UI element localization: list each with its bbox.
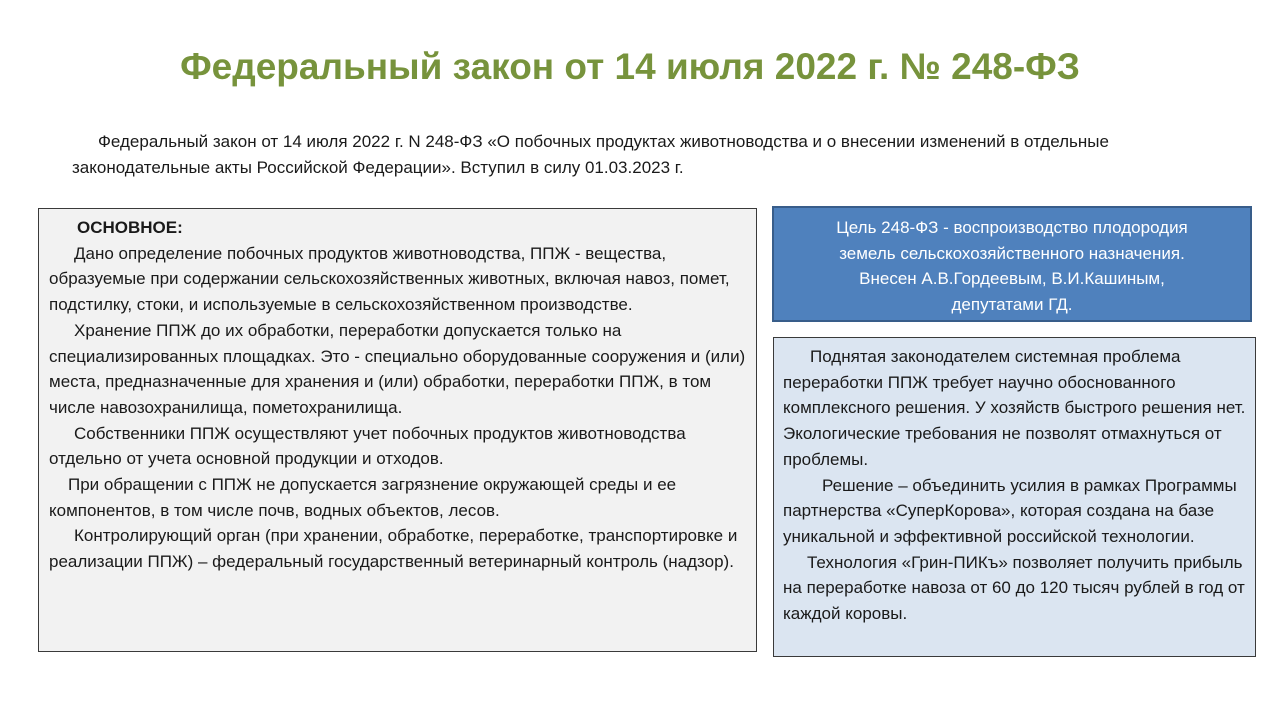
main-point-accounting: Собственники ППЖ осуществляют учет побочных продуктов животноводства отдельно от учета основной продукции и отходов. (49, 423, 686, 469)
goal-line: Внесен А.В.Гордеевым, В.И.Кашиным, (859, 269, 1165, 288)
main-points-box (38, 208, 757, 652)
slide-title: Федеральный закон от 14 июля 2022 г. № 248-ФЗ (180, 46, 1080, 87)
goal-line: депутатами ГД. (951, 294, 1073, 314)
intro-text: Федеральный закон от 14 июля 2022 г. N 248-ФЗ «О побочных продуктах животноводства и о внесении изменений в отдельные законодательные акты Российской Федерации». Вступил в силу 01.03.2023 г. (72, 132, 1109, 177)
main-point-definition: Дано определение побочных продуктов животноводства, ППЖ - вещества, образуемые при содержании сельскохозяйственных животных, включая навоз, помет, подстилку, стоки, и используемые в сельскохозяйственном производстве. (49, 243, 730, 315)
problem-box (773, 337, 1256, 657)
main-point-storage: Хранение ППЖ до их обработки, переработки допускается только на специализированных площадках. Это - специально оборудованные сооружения и (или) места, предназначенные для хранения и (или) обработки, переработки ППЖ, в том числе навозохранилища, пометохранилища. (49, 320, 746, 417)
main-point-pollution: При обращении с ППЖ не допускается загрязнение окружающей среды и ее компонентов, в том числе почв, водных объектов, лесов. (49, 475, 677, 520)
goal-line: Цель 248-ФЗ - воспроизводство плодородия (836, 218, 1188, 237)
solution-paragraph: Решение – объединить усилия в рамках Программы партнерства «СуперКорова», которая создана на базе уникальной и эффективной российской технологии. (783, 475, 1237, 546)
main-points-heading: ОСНОВНОЕ: (77, 218, 183, 237)
goal-line: земель сельскохозяйственного назначения. (839, 243, 1185, 263)
main-point-control: Контролирующий орган (при хранении, обработке, переработке, транспортировке и реализации ППЖ) – федеральный государственный ветеринарный контроль (надзор). (49, 526, 738, 572)
problem-paragraph: Поднятая законодателем системная проблема переработки ППЖ требует научно обоснованного комплексного решения. У хозяйств быстрого решения нет. Экологические требования не позволят отмахнуться от проблемы. (783, 347, 1246, 469)
goal-box (772, 206, 1252, 322)
technology-paragraph: Технология «Грин-ПИКъ» позволяет получить прибыль на переработке навоза от 60 до 120 тысяч рублей в год от каждой коровы. (783, 552, 1245, 624)
